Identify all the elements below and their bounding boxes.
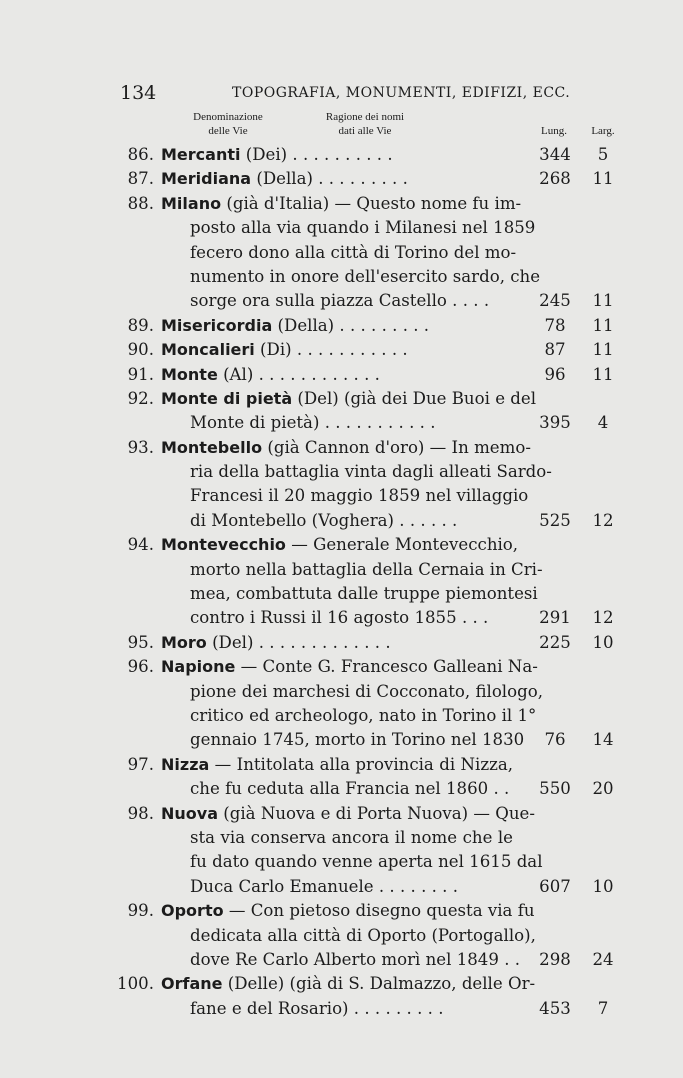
entry-text: Monte (Al) . . . . . . . . . . . . bbox=[161, 364, 380, 384]
length-value: 298 bbox=[539, 949, 571, 969]
entry-text: Milano (già d'Italia) — Questo nome fu im- bbox=[161, 193, 522, 213]
page-header bbox=[120, 82, 638, 108]
street-entry bbox=[0, 338, 683, 362]
entry-text-continued: posto alla via quando i Milanesi nel 1859 bbox=[190, 218, 536, 238]
entry-text-continued: Francesi il 20 maggio 1859 nel villaggio bbox=[190, 486, 529, 506]
entry-text: Moncalieri (Di) . . . . . . . . . . . bbox=[161, 340, 408, 360]
entry-text-continued: dedicata alla città di Oporto (Portogallo), bbox=[190, 925, 536, 945]
entry-text-continued: gennaio 1745, morto in Torino nel 1830 bbox=[190, 730, 525, 750]
street-name: Nuova bbox=[161, 803, 218, 823]
street-name: Monte di pietà bbox=[161, 388, 293, 408]
entry-text-continued: pione dei marchesi di Cocconato, filologo, bbox=[190, 681, 543, 701]
street-name: Meridiana bbox=[161, 169, 252, 189]
width-value: 11 bbox=[592, 291, 614, 311]
street-entry bbox=[0, 167, 683, 191]
entry-text: Nuova (già Nuova e di Porta Nuova) — Que- bbox=[161, 803, 535, 823]
width-value: 24 bbox=[592, 949, 614, 969]
street-entry bbox=[0, 631, 683, 655]
length-value: 76 bbox=[544, 730, 566, 750]
running-title: TOPOGRAFIA, MONUMENTI, EDIFIZI, ECC. bbox=[232, 85, 571, 101]
entry-number: 99. bbox=[127, 901, 154, 921]
entry-text-continued: sorge ora sulla piazza Castello . . . . bbox=[190, 291, 490, 311]
column-header-ragione: Ragione dei nomi dati alle Vie bbox=[325, 111, 405, 137]
street-name: Mercanti bbox=[161, 145, 241, 164]
entry-text-continued: critico ed archeologo, nato in Torino il 1° bbox=[190, 705, 537, 725]
entry-number: 94. bbox=[127, 535, 154, 555]
width-value: 10 bbox=[592, 632, 614, 652]
entry-text: Misericordia (Della) . . . . . . . . . bbox=[161, 315, 430, 335]
street-entry bbox=[0, 533, 683, 631]
street-entry bbox=[0, 363, 683, 387]
entry-text: Monte di pietà (Del) (già dei Due Buoi e del bbox=[161, 388, 537, 408]
street-entry bbox=[0, 314, 683, 338]
street-entries-list bbox=[0, 143, 683, 1021]
street-name: Montevecchio bbox=[161, 535, 286, 555]
column-header-larg: Larg. bbox=[591, 125, 615, 137]
length-value: 245 bbox=[539, 291, 571, 311]
entry-text-continued: fane e del Rosario) . . . . . . . . . bbox=[190, 998, 444, 1018]
entry-text-continued: fu dato quando venne aperta nel 1615 dal bbox=[190, 852, 543, 872]
width-value: 12 bbox=[592, 510, 614, 530]
entry-number: 90. bbox=[127, 340, 154, 360]
entry-text-continued: Monte di pietà) . . . . . . . . . . . bbox=[190, 413, 436, 433]
entry-text: Oporto — Con pietoso disegno questa via fu bbox=[161, 901, 535, 921]
length-value: 268 bbox=[539, 169, 571, 189]
street-entry bbox=[0, 143, 683, 167]
length-value: 96 bbox=[544, 364, 566, 384]
street-name: Orfane bbox=[161, 974, 223, 994]
street-name: Montebello bbox=[161, 437, 263, 457]
length-value: 344 bbox=[539, 145, 571, 164]
entry-number: 87. bbox=[127, 169, 154, 189]
entry-text: Orfane (Delle) (già di S. Dalmazzo, delle Or- bbox=[161, 974, 536, 994]
width-value: 12 bbox=[592, 608, 614, 628]
width-value: 10 bbox=[592, 876, 614, 896]
street-name: Moncalieri bbox=[161, 340, 255, 360]
entry-text-continued: mea, combattuta dalle truppe piemontesi bbox=[190, 584, 538, 604]
entry-text: Meridiana (Della) . . . . . . . . . bbox=[161, 169, 408, 189]
street-name: Oporto bbox=[161, 901, 224, 921]
width-value: 14 bbox=[592, 730, 614, 750]
street-entry bbox=[0, 436, 683, 534]
entry-number: 91. bbox=[127, 364, 154, 384]
width-value: 11 bbox=[592, 169, 614, 189]
entry-number: 96. bbox=[127, 657, 154, 677]
entry-text-continued: numento in onore dell'esercito sardo, che bbox=[190, 266, 541, 286]
street-name: Napione bbox=[161, 657, 236, 677]
entry-text: Montebello (già Cannon d'oro) — In memo- bbox=[161, 437, 531, 457]
length-value: 87 bbox=[544, 340, 566, 360]
entry-number: 89. bbox=[127, 315, 154, 335]
entry-text-continued: fecero dono alla città di Torino del mo- bbox=[190, 242, 517, 262]
street-entry bbox=[0, 192, 683, 314]
length-value: 291 bbox=[539, 608, 571, 628]
page-number: 134 bbox=[120, 82, 157, 104]
entry-number: 88. bbox=[127, 193, 154, 213]
width-value: 11 bbox=[592, 340, 614, 360]
length-value: 525 bbox=[539, 510, 571, 530]
entry-text-continued: sta via conserva ancora il nome che le bbox=[190, 827, 513, 847]
length-value: 78 bbox=[544, 315, 566, 335]
entry-text: Napione — Conte G. Francesco Galleani Na- bbox=[161, 657, 538, 677]
street-entry bbox=[0, 387, 683, 436]
entry-number: 92. bbox=[127, 388, 154, 408]
entry-text: Nizza — Intitolata alla provincia di Nizza, bbox=[161, 754, 513, 774]
entry-text-continued: morto nella battaglia della Cernaia in Cri- bbox=[190, 559, 543, 579]
width-value: 4 bbox=[597, 413, 609, 433]
entry-text: Mercanti (Dei) . . . . . . . . . . bbox=[161, 145, 393, 164]
length-value: 395 bbox=[539, 413, 571, 433]
entry-text-continued: dove Re Carlo Alberto morì nel 1849 . . bbox=[190, 949, 521, 969]
length-value: 550 bbox=[539, 779, 571, 799]
entry-number: 95. bbox=[127, 632, 154, 652]
entry-text-continued: di Montebello (Voghera) . . . . . . bbox=[190, 510, 458, 530]
entry-text-continued: ria della battaglia vinta dagli alleati Sardo- bbox=[190, 462, 552, 482]
width-value: 11 bbox=[592, 364, 614, 384]
entry-text-continued: Duca Carlo Emanuele . . . . . . . . bbox=[190, 876, 459, 896]
entry-text-continued: contro i Russi il 16 agosto 1855 . . . bbox=[190, 608, 489, 628]
length-value: 607 bbox=[539, 876, 571, 896]
entry-text-continued: che fu ceduta alla Francia nel 1860 . . bbox=[190, 779, 510, 799]
street-name: Misericordia bbox=[161, 315, 273, 335]
street-name: Moro bbox=[161, 632, 207, 652]
street-entry bbox=[0, 655, 683, 753]
column-header-denominazione: Denominazione delle Vie bbox=[193, 111, 263, 137]
street-name: Monte bbox=[161, 364, 218, 384]
street-entry bbox=[0, 899, 683, 972]
width-value: 20 bbox=[592, 779, 614, 799]
entry-text: Moro (Del) . . . . . . . . . . . . . bbox=[161, 632, 391, 652]
street-name: Nizza bbox=[161, 754, 210, 774]
street-entry bbox=[0, 753, 683, 802]
column-header-lung: Lung. bbox=[541, 125, 567, 137]
width-value: 7 bbox=[597, 998, 609, 1018]
street-name: Milano bbox=[161, 193, 222, 213]
length-value: 225 bbox=[539, 632, 571, 652]
entry-text: Montevecchio — Generale Montevecchio, bbox=[161, 535, 519, 555]
width-value: 11 bbox=[592, 315, 614, 335]
entry-number: 100. bbox=[117, 974, 154, 994]
width-value: 5 bbox=[597, 145, 609, 164]
length-value: 453 bbox=[539, 998, 571, 1018]
entry-number: 98. bbox=[127, 803, 154, 823]
entry-number: 97. bbox=[127, 754, 154, 774]
entry-number: 86. bbox=[127, 145, 154, 164]
street-entry bbox=[0, 802, 683, 900]
street-entry bbox=[0, 972, 683, 1021]
entry-number: 93. bbox=[127, 437, 154, 457]
